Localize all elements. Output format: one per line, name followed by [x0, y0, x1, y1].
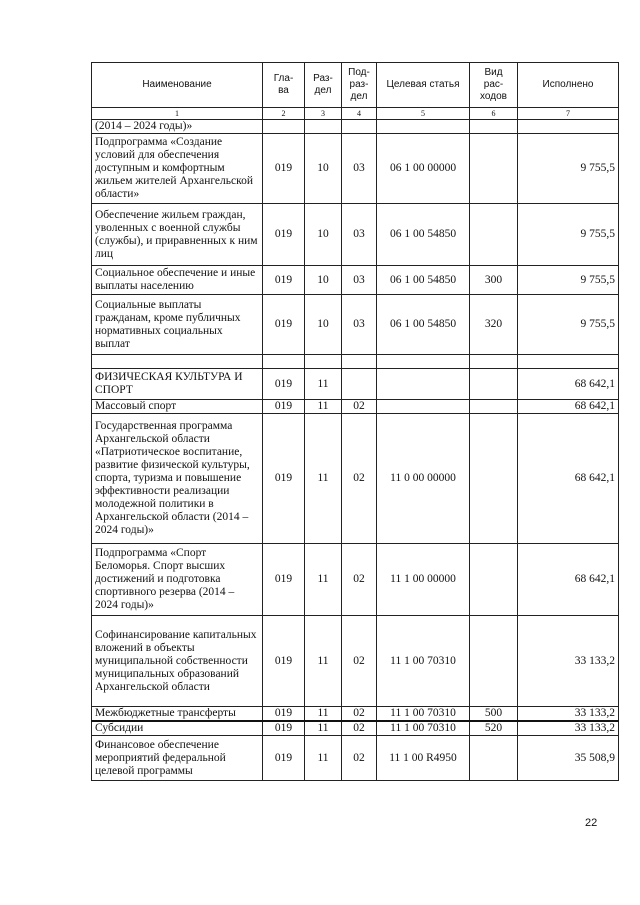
- cell-target: [377, 369, 470, 400]
- cell-executed: [518, 120, 619, 134]
- cell-section: 10: [305, 266, 342, 295]
- cell-section: 11: [305, 736, 342, 781]
- column-number: 1: [92, 108, 263, 120]
- cell-name: Социальные выплаты гражданам, кроме публичных нормативных социальных выплат: [92, 295, 263, 355]
- cell-subsection: 02: [342, 400, 377, 414]
- cell-section: 11: [305, 707, 342, 722]
- table-row: [92, 616, 619, 707]
- cell-name: Социальное обеспечение и иные выплаты населению: [92, 266, 263, 295]
- cell-section: 11: [305, 616, 342, 707]
- cell-type: [470, 400, 518, 414]
- cell-executed: 33 133,2: [518, 616, 619, 707]
- cell-type: 500: [470, 707, 518, 722]
- column-number-row: [92, 108, 619, 120]
- table-row: [92, 355, 619, 369]
- cell-target: [377, 120, 470, 134]
- cell-target: [377, 355, 470, 369]
- cell-type: [470, 414, 518, 544]
- cell-subsection: [342, 369, 377, 400]
- cell-chapter: 019: [263, 369, 305, 400]
- cell-name: Межбюджетные трансферты: [92, 707, 263, 722]
- cell-subsection: [342, 355, 377, 369]
- cell-executed: 9 755,5: [518, 266, 619, 295]
- cell-chapter: 019: [263, 204, 305, 266]
- table-row: [92, 736, 619, 781]
- cell-type: [470, 134, 518, 204]
- column-number: 3: [305, 108, 342, 120]
- cell-chapter: 019: [263, 707, 305, 722]
- cell-type: [470, 120, 518, 134]
- cell-executed: 68 642,1: [518, 544, 619, 616]
- cell-name: Субсидии: [92, 721, 263, 736]
- cell-type: [470, 355, 518, 369]
- cell-target: 11 1 00 70310: [377, 707, 470, 722]
- cell-name: [92, 355, 263, 369]
- cell-subsection: 02: [342, 414, 377, 544]
- cell-target: 11 1 00 00000: [377, 544, 470, 616]
- cell-type: [470, 616, 518, 707]
- header-chapter: Гла- ва: [263, 63, 305, 108]
- cell-type: [470, 736, 518, 781]
- table-row: [92, 204, 619, 266]
- cell-target: [377, 400, 470, 414]
- cell-executed: 35 508,9: [518, 736, 619, 781]
- header-name: Наименование: [92, 63, 263, 108]
- table-row: [92, 400, 619, 414]
- cell-chapter: 019: [263, 544, 305, 616]
- column-number: 7: [518, 108, 619, 120]
- cell-section: [305, 355, 342, 369]
- page-number: 22: [585, 817, 598, 829]
- table-row: [92, 266, 619, 295]
- cell-executed: 33 133,2: [518, 707, 619, 722]
- cell-target: 06 1 00 54850: [377, 266, 470, 295]
- header-subsection: Под- раз- дел: [342, 63, 377, 108]
- cell-section: [305, 120, 342, 134]
- cell-target: 06 1 00 54850: [377, 295, 470, 355]
- cell-executed: 9 755,5: [518, 295, 619, 355]
- cell-subsection: 03: [342, 134, 377, 204]
- header-executed: Исполнено: [518, 63, 619, 108]
- cell-subsection: 02: [342, 721, 377, 736]
- header-target: Целевая статья: [377, 63, 470, 108]
- table-row: [92, 120, 619, 134]
- table-row: [92, 721, 619, 736]
- cell-name: Финансовое обеспечение мероприятий федеральной целевой программы: [92, 736, 263, 781]
- cell-name: Подпрограмма «Спорт Беломорья. Спорт высших достижений и подготовка спортивного резерва (2014 – 2024 годы)»: [92, 544, 263, 616]
- cell-target: 11 1 00 70310: [377, 721, 470, 736]
- cell-section: 11: [305, 400, 342, 414]
- cell-chapter: 019: [263, 414, 305, 544]
- cell-executed: [518, 355, 619, 369]
- cell-name: Обеспечение жильем граждан, уволенных с военной службы (службы), и приравненных к ним лиц: [92, 204, 263, 266]
- table-row: [92, 134, 619, 204]
- cell-subsection: 02: [342, 616, 377, 707]
- cell-name: Подпрограмма «Создание условий для обеспечения доступным и комфортным жильем жителей Архангельской области»: [92, 134, 263, 204]
- cell-chapter: 019: [263, 721, 305, 736]
- column-number: 6: [470, 108, 518, 120]
- cell-name: Софинансирование капитальных вложений в объекты муниципальной собственности муниципальных образований Архангельской области: [92, 616, 263, 707]
- cell-chapter: 019: [263, 400, 305, 414]
- cell-chapter: 019: [263, 295, 305, 355]
- cell-target: 11 1 00 R4950: [377, 736, 470, 781]
- cell-executed: 9 755,5: [518, 204, 619, 266]
- cell-executed: 33 133,2: [518, 721, 619, 736]
- header-type: Вид рас- ходов: [470, 63, 518, 108]
- table-row: [92, 707, 619, 722]
- header-section: Раз- дел: [305, 63, 342, 108]
- table-row: [92, 544, 619, 616]
- cell-executed: 68 642,1: [518, 369, 619, 400]
- cell-target: 06 1 00 00000: [377, 134, 470, 204]
- cell-type: 320: [470, 295, 518, 355]
- cell-chapter: [263, 120, 305, 134]
- table-row: [92, 414, 619, 544]
- cell-executed: 9 755,5: [518, 134, 619, 204]
- cell-section: 10: [305, 204, 342, 266]
- table-row: [92, 295, 619, 355]
- cell-type: [470, 544, 518, 616]
- cell-type: 520: [470, 721, 518, 736]
- cell-target: 11 1 00 70310: [377, 616, 470, 707]
- cell-section: 11: [305, 369, 342, 400]
- cell-section: 10: [305, 295, 342, 355]
- cell-chapter: 019: [263, 266, 305, 295]
- cell-type: [470, 369, 518, 400]
- cell-section: 11: [305, 544, 342, 616]
- table-body: [92, 120, 619, 781]
- column-number: 4: [342, 108, 377, 120]
- cell-executed: 68 642,1: [518, 400, 619, 414]
- cell-target: 06 1 00 54850: [377, 204, 470, 266]
- cell-subsection: [342, 120, 377, 134]
- cell-subsection: 03: [342, 266, 377, 295]
- cell-section: 11: [305, 721, 342, 736]
- cell-chapter: 019: [263, 736, 305, 781]
- cell-name: Массовый спорт: [92, 400, 263, 414]
- cell-type: 300: [470, 266, 518, 295]
- cell-name: Государственная программа Архангельской области «Патриотическое воспитание, развитие физической культуры, спорта, туризма и повышение эффективности реализации молодежной политики в Архангельской области (2014 – 2024 годы)»: [92, 414, 263, 544]
- cell-name: ФИЗИЧЕСКАЯ КУЛЬТУРА И СПОРТ: [92, 369, 263, 400]
- cell-target: 11 0 00 00000: [377, 414, 470, 544]
- budget-table: [91, 62, 619, 781]
- cell-chapter: [263, 355, 305, 369]
- table-row: [92, 369, 619, 400]
- cell-chapter: 019: [263, 134, 305, 204]
- cell-executed: 68 642,1: [518, 414, 619, 544]
- cell-name: (2014 – 2024 годы)»: [92, 120, 263, 134]
- cell-section: 10: [305, 134, 342, 204]
- cell-section: 11: [305, 414, 342, 544]
- column-number: 2: [263, 108, 305, 120]
- cell-subsection: 02: [342, 736, 377, 781]
- cell-subsection: 03: [342, 295, 377, 355]
- cell-chapter: 019: [263, 616, 305, 707]
- cell-subsection: 02: [342, 707, 377, 722]
- cell-subsection: 02: [342, 544, 377, 616]
- column-number: 5: [377, 108, 470, 120]
- header-row: [92, 63, 619, 108]
- cell-subsection: 03: [342, 204, 377, 266]
- cell-type: [470, 204, 518, 266]
